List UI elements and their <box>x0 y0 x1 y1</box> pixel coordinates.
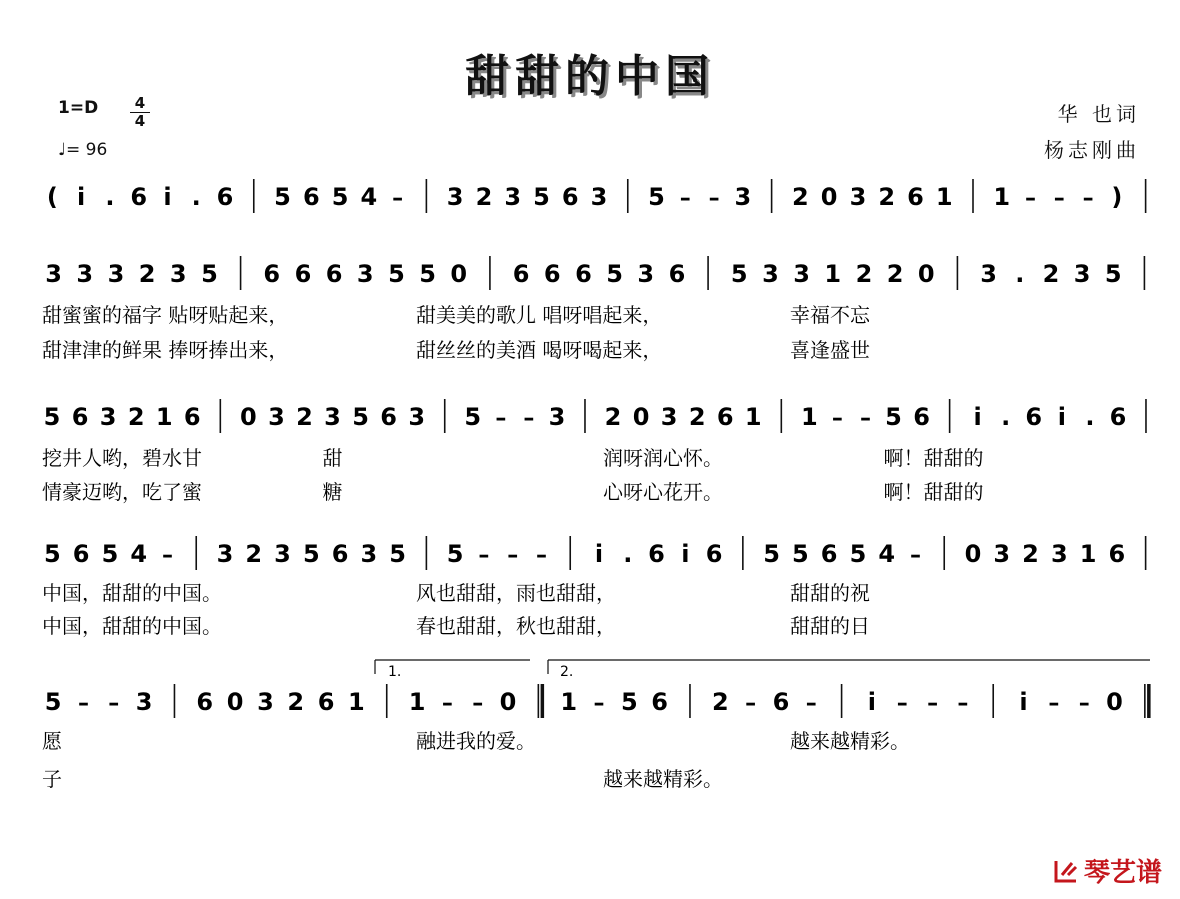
note: 6 <box>294 260 312 288</box>
lyric: 糖 <box>322 480 343 504</box>
note: i <box>973 403 982 431</box>
note: 3 <box>324 403 341 431</box>
lyric: 幸福不忘 <box>790 303 870 327</box>
note: 5 <box>1104 260 1122 288</box>
note: 5 <box>533 183 550 211</box>
dash-note: – <box>805 691 817 716</box>
note: 6 <box>216 183 234 211</box>
key-signature: 1=D <box>58 98 99 118</box>
composer-credit: 杨志刚曲 <box>1044 138 1140 162</box>
lyric: 甜 <box>322 446 343 470</box>
note: 5 <box>620 688 638 716</box>
note: 6 <box>705 540 723 568</box>
lyric: 愿 <box>42 729 62 753</box>
note: 1 <box>560 688 578 716</box>
dash-note: – <box>957 691 969 716</box>
dash-note: – <box>478 543 490 568</box>
dash-note: – <box>1025 186 1037 211</box>
lyric: 甜津津的鲜果 捧呀捧出来， <box>42 338 289 362</box>
dash-note: – <box>745 691 757 716</box>
note: 3 <box>408 403 426 431</box>
lyric: 风也甜甜，雨也甜甜， <box>416 581 616 605</box>
note: 5 <box>201 260 218 288</box>
note: 6 <box>183 403 201 431</box>
note: 6 <box>325 260 343 288</box>
dash-note: – <box>1053 186 1065 211</box>
lyric: 润呀润心怀。 <box>603 446 723 470</box>
dash-note: – <box>1078 691 1090 716</box>
brand-logo-icon <box>1052 857 1080 885</box>
note: . <box>105 183 115 211</box>
note: 6 <box>561 183 579 211</box>
note: 5 <box>446 540 464 568</box>
note: 4 <box>130 540 148 568</box>
lyric: 融进我的爱。 <box>416 729 536 753</box>
dash-note: – <box>495 406 507 431</box>
note: 6 <box>543 260 561 288</box>
note: 2 <box>138 260 156 288</box>
dash-note: – <box>708 186 720 211</box>
note: 2 <box>245 540 263 568</box>
note: 6 <box>317 688 335 716</box>
note: 0 <box>820 183 838 211</box>
note: 6 <box>263 260 281 288</box>
note: 1 <box>935 183 953 211</box>
note: 3 <box>45 260 62 288</box>
volta-second-label: 2. <box>560 664 574 680</box>
note: 6 <box>648 540 665 568</box>
note: 5 <box>44 540 61 568</box>
note: 1 <box>348 688 365 716</box>
note: 6 <box>512 260 530 288</box>
note: 5 <box>849 540 867 568</box>
dash-note: – <box>441 691 453 716</box>
lyric: 心呀心花开。 <box>603 480 723 504</box>
note: i <box>1019 688 1028 716</box>
note: 3 <box>169 260 187 288</box>
dash-note: – <box>593 691 605 716</box>
note: 6 <box>72 540 90 568</box>
note: 5 <box>792 540 809 568</box>
time-signature-top: 4 <box>134 94 146 112</box>
note: 2 <box>1042 260 1060 288</box>
note: 6 <box>913 403 930 431</box>
note: 2 <box>296 403 313 431</box>
note: 5 <box>648 183 665 211</box>
note: . <box>1015 260 1025 288</box>
note: 6 <box>1025 403 1043 431</box>
note: 3 <box>637 260 655 288</box>
note: 5 <box>44 688 62 716</box>
note: 1 <box>801 403 818 431</box>
lyric: 子 <box>42 767 62 791</box>
note: 3 <box>762 260 779 288</box>
note: 2 <box>792 183 809 211</box>
note: 3 <box>993 540 1011 568</box>
note: 3 <box>356 260 374 288</box>
note: 5 <box>302 540 320 568</box>
dash-note: – <box>108 691 120 716</box>
note: 4 <box>878 540 896 568</box>
note: i <box>867 688 877 716</box>
dash-note: – <box>679 186 691 211</box>
lyric: 喜逢盛世 <box>790 338 870 362</box>
note: 6 <box>380 403 397 431</box>
note: 6 <box>820 540 838 568</box>
note: 3 <box>216 540 234 568</box>
note: 5 <box>101 540 119 568</box>
lyric: 越来越精彩。 <box>790 729 910 753</box>
dash-note: – <box>392 186 404 211</box>
note: 2 <box>878 183 896 211</box>
tempo-marking: ♩= 96 <box>58 140 108 160</box>
note: 1 <box>408 688 426 716</box>
note: i <box>77 183 86 211</box>
note: 6 <box>331 540 349 568</box>
note: 6 <box>302 183 320 211</box>
note: 6 <box>71 403 89 431</box>
lyric: 啊！甜甜的 <box>883 480 984 504</box>
note: . <box>1085 403 1095 431</box>
note: 3 <box>360 540 378 568</box>
brand-watermark <box>1052 852 1162 889</box>
note: 6 <box>1108 540 1126 568</box>
note: 6 <box>668 260 686 288</box>
note: 3 <box>274 540 291 568</box>
note: 2 <box>1022 540 1039 568</box>
note: ) <box>1111 183 1123 211</box>
dash-note: – <box>472 691 484 716</box>
note: . <box>191 183 201 211</box>
lyric: 甜丝丝的美酒 喝呀喝起来， <box>416 338 663 362</box>
note: 2 <box>688 403 706 431</box>
note: 1 <box>993 183 1011 211</box>
note: 4 <box>360 183 378 211</box>
note: 0 <box>917 260 935 288</box>
dash-note: – <box>77 691 89 716</box>
note: 3 <box>107 260 125 288</box>
note: 0 <box>1106 688 1123 716</box>
note: 0 <box>964 540 982 568</box>
note: 3 <box>734 183 752 211</box>
note: 5 <box>352 403 369 431</box>
note: 5 <box>389 540 406 568</box>
note: 3 <box>980 260 997 288</box>
note: 6 <box>651 688 669 716</box>
note: 3 <box>257 688 274 716</box>
lyric: 挖井人哟，碧水甘 <box>42 446 202 470</box>
note: 1 <box>824 260 842 288</box>
note: 0 <box>632 403 650 431</box>
dash-note: – <box>535 543 547 568</box>
note: 3 <box>268 403 285 431</box>
note: 5 <box>606 260 623 288</box>
note: 3 <box>548 403 566 431</box>
note: 2 <box>604 403 622 431</box>
note: i <box>163 183 172 211</box>
note: 0 <box>240 403 257 431</box>
dash-note: – <box>909 543 921 568</box>
note: 3 <box>99 403 117 431</box>
note: 5 <box>331 183 349 211</box>
note: 5 <box>464 403 482 431</box>
lyric: 情豪迈哟，吃了蜜 <box>42 480 202 504</box>
note: i <box>1057 403 1066 431</box>
note: 3 <box>793 260 810 288</box>
volta-first-label: 1. <box>388 664 402 680</box>
note: 2 <box>886 260 904 288</box>
note: 0 <box>226 688 244 716</box>
note: 0 <box>450 260 468 288</box>
lyric: 甜甜的祝 <box>790 581 870 605</box>
dash-note: – <box>927 691 939 716</box>
note: ( <box>46 183 58 211</box>
note: 6 <box>196 688 214 716</box>
dash-note: – <box>1082 186 1094 211</box>
lyric: 甜甜的日 <box>790 614 870 638</box>
note: 5 <box>730 260 748 288</box>
note: 5 <box>885 403 902 431</box>
note: 1 <box>155 403 173 431</box>
note: 5 <box>419 260 436 288</box>
note: 2 <box>287 688 305 716</box>
dash-note: – <box>831 406 843 431</box>
note: 3 <box>504 183 522 211</box>
note: 2 <box>475 183 493 211</box>
lyric: 中国，甜甜的中国。 <box>42 614 222 638</box>
note: 3 <box>1050 540 1068 568</box>
dash-note: – <box>507 543 519 568</box>
lyric: 中国，甜甜的中国。 <box>42 581 222 605</box>
note: 3 <box>590 183 608 211</box>
note: 2 <box>711 688 729 716</box>
dash-note: – <box>161 543 173 568</box>
note: 6 <box>772 688 790 716</box>
note: 3 <box>135 688 153 716</box>
note: 3 <box>76 260 94 288</box>
note: 6 <box>130 183 148 211</box>
lyric: 啊！甜甜的 <box>883 446 984 470</box>
page-title: 甜甜的中国 <box>465 51 715 102</box>
note: 3 <box>849 183 867 211</box>
note: 5 <box>43 403 61 431</box>
note: 5 <box>274 183 291 211</box>
note: 6 <box>907 183 924 211</box>
dash-note: – <box>1048 691 1060 716</box>
lyric: 越来越精彩。 <box>603 767 723 791</box>
note: 6 <box>716 403 734 431</box>
note: 3 <box>446 183 464 211</box>
lyric: 甜蜜蜜的福字 贴呀贴起来， <box>42 303 289 327</box>
note: 5 <box>388 260 405 288</box>
note: i <box>594 540 604 568</box>
note: 5 <box>763 540 780 568</box>
note: 2 <box>127 403 145 431</box>
note: 0 <box>499 688 517 716</box>
note: . <box>1001 403 1011 431</box>
note: 3 <box>1073 260 1091 288</box>
lyricist-credit: 华 也词 <box>1057 102 1140 126</box>
note: . <box>623 540 633 568</box>
note: 1 <box>1079 540 1097 568</box>
time-signature-bottom: 4 <box>134 112 146 130</box>
note: 3 <box>660 403 678 431</box>
dash-note: – <box>859 406 871 431</box>
note: 1 <box>744 403 762 431</box>
dash-note: – <box>896 691 908 716</box>
lyric: 春也甜甜，秋也甜甜， <box>416 614 616 638</box>
note: 6 <box>575 260 592 288</box>
note: i <box>681 540 690 568</box>
dash-note: – <box>523 406 535 431</box>
note: 2 <box>855 260 873 288</box>
lyric: 甜美美的歌儿 唱呀唱起来， <box>416 303 663 327</box>
note: 6 <box>1109 403 1127 431</box>
brand-name: 琴艺谱 <box>1083 858 1162 888</box>
